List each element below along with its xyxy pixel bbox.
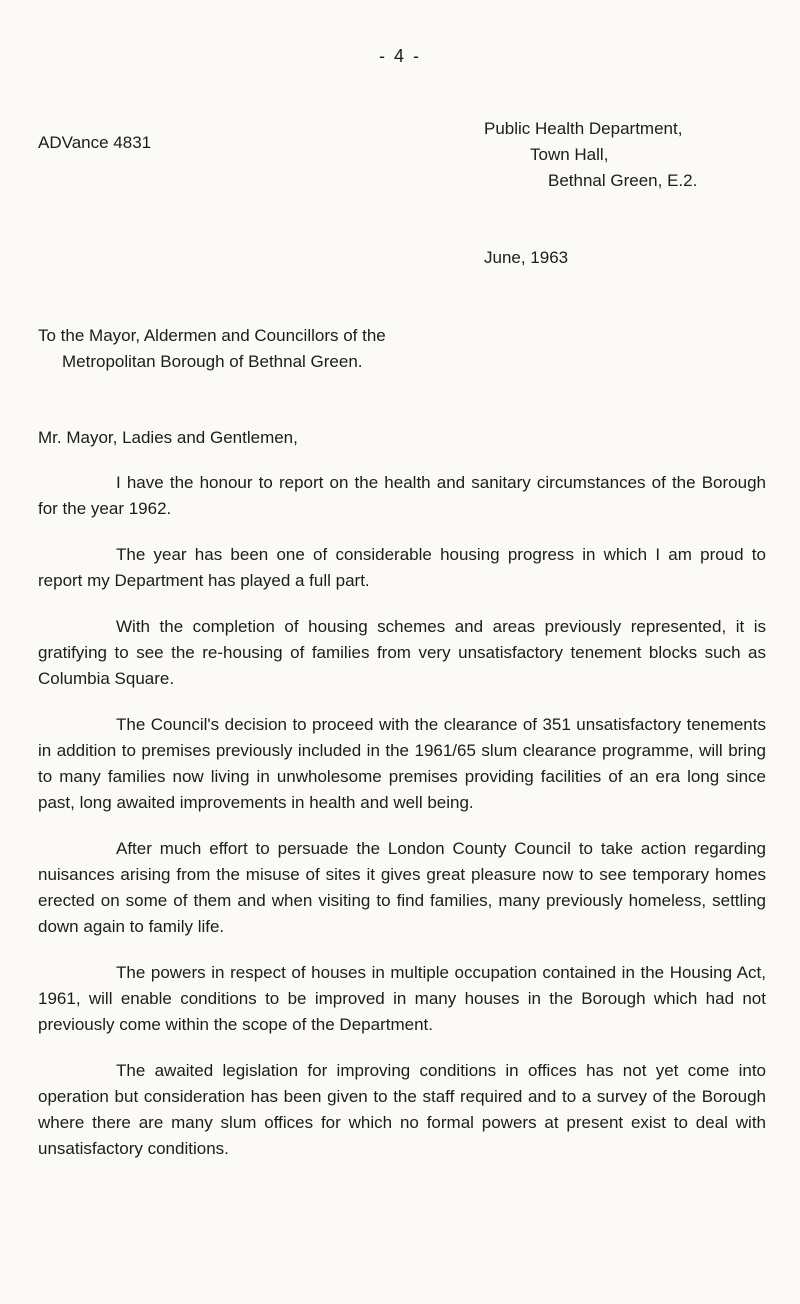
addressee-line-1: To the Mayor, Aldermen and Councillors of the [38,326,386,345]
paragraph-7: The awaited legislation for improving conditions in offices has not yet come into operation but consideration has been given to the staff required and to a survey of the Borough where there are many slum offices for which no formal powers at present exist to deal with unsatisfactory conditions. [38,1061,766,1158]
paragraph-4: The Council's decision to proceed with the clearance of 351 unsatisfactory tenements in addition to premises previously included in the 1961/65 slum clearance programme, will bring to many families now living in unwholesome premises providing facilities of an era long since past, long awaited improvements in health and well being. [38,715,766,812]
letter-body [38,470,766,1182]
paragraph-2: The year has been one of considerable housing progress in which I am proud to report my Department has played a full part. [38,545,766,590]
address-line-2: Town Hall, [530,145,609,164]
paragraph-3: With the completion of housing schemes and areas previously represented, it is gratifying to see the re-housing of families from very unsatisfactory tenement blocks such as Columbia Square. [38,617,766,688]
paragraph-5: After much effort to persuade the London County Council to take action regarding nuisances arising from the misuse of sites it gives great pleasure now to see temporary homes erected on some of them and when visiting to find families, many previously homeless, settling down again to family life. [38,839,766,936]
telephone-number: ADVance 4831 [38,133,152,152]
paragraph-1: I have the honour to report on the health and sanitary circumstances of the Borough for the year 1962. [38,473,766,518]
address-line-3: Bethnal Green, E.2. [548,171,698,190]
paragraph-6: The powers in respect of houses in multiple occupation contained in the Housing Act, 1961, will enable conditions to be improved in many houses in the Borough which had not previously come within the scope of the Department. [38,963,766,1034]
addressee-line-2: Metropolitan Borough of Bethnal Green. [62,352,363,371]
address-line-1: Public Health Department, [484,119,683,138]
addressee [38,323,386,375]
sender-address [470,116,780,194]
page-number: - 4 - [378,46,421,66]
salutation: Mr. Mayor, Ladies and Gentlemen, [38,428,298,447]
letter-date: June, 1963 [484,248,569,267]
